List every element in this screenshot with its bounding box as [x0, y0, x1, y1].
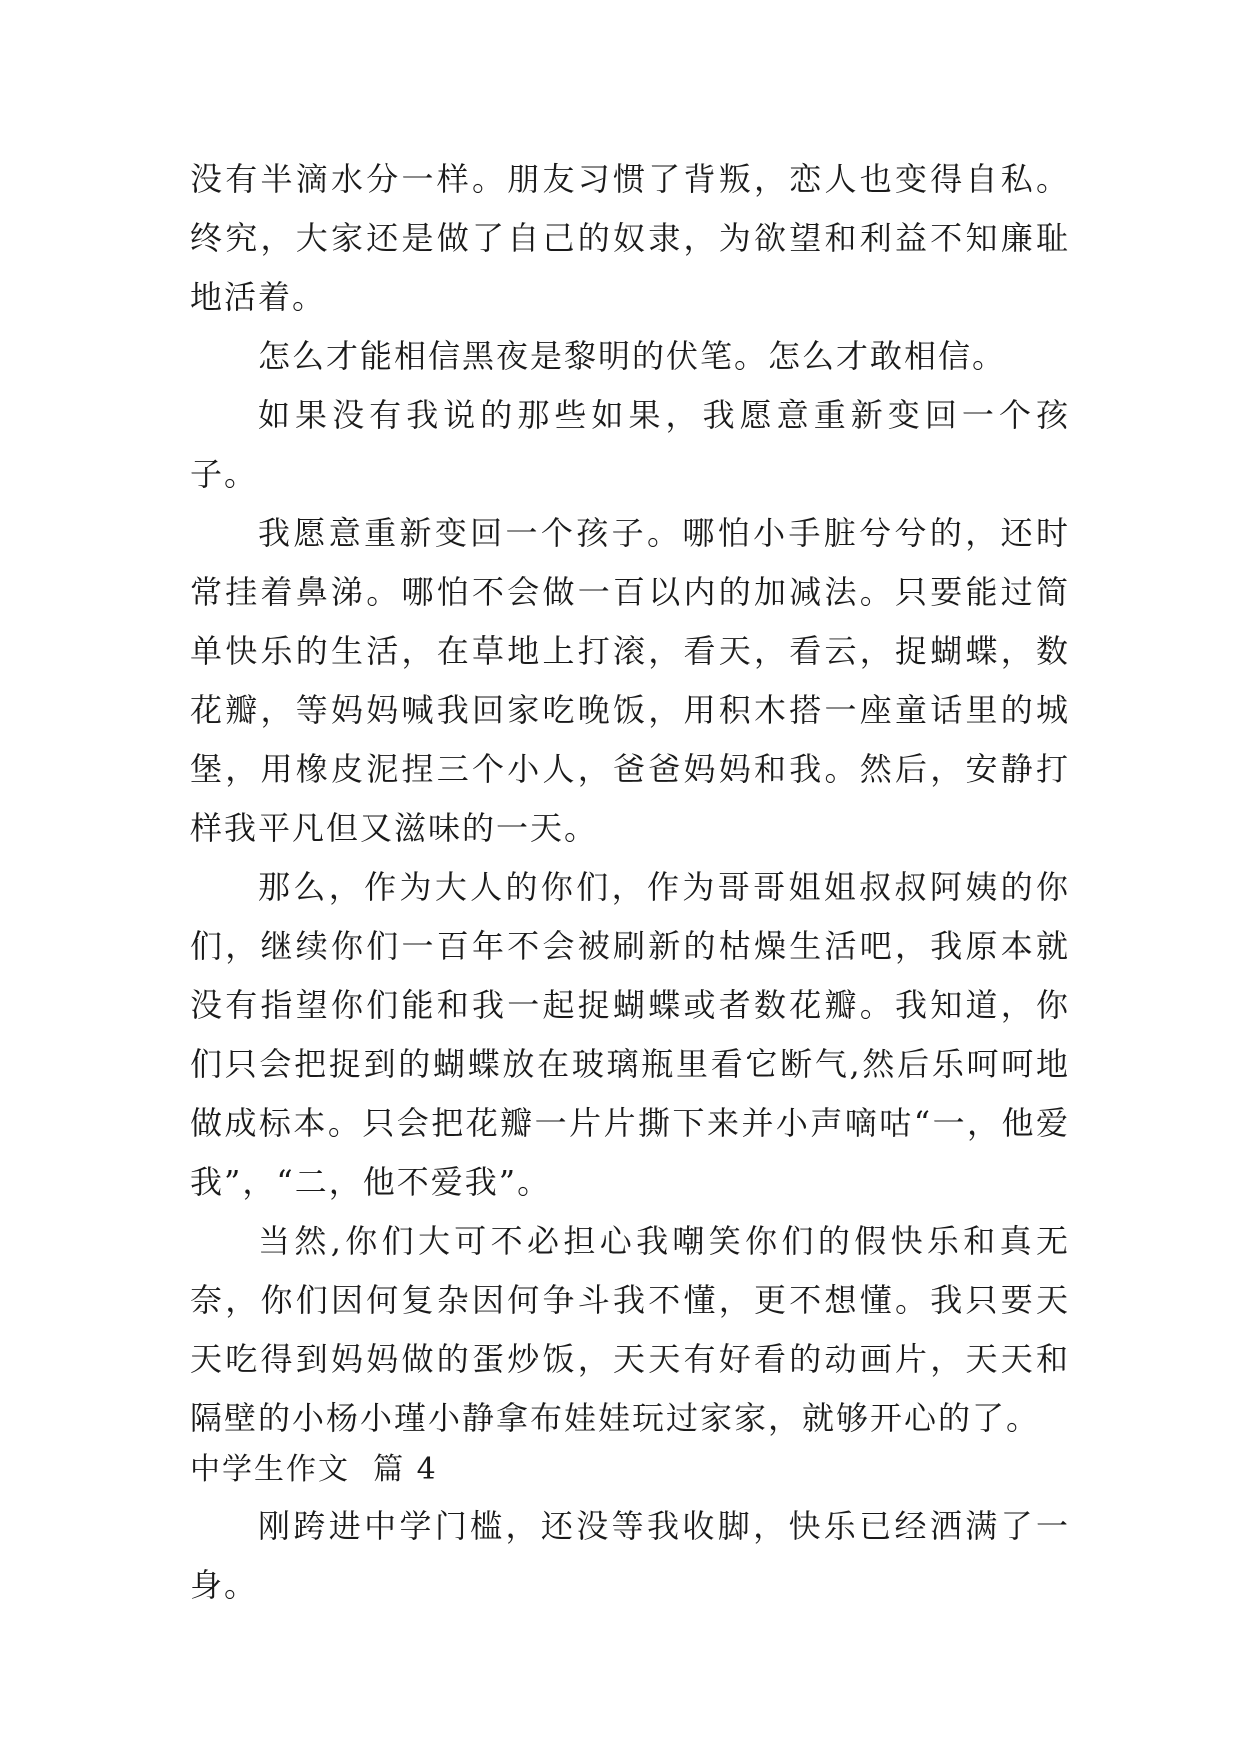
paragraph-1: 没有半滴水分一样。朋友习惯了背叛，恋人也变得自私。终究，大家还是做了自己的奴隶，为欲望和利益不知廉耻地活着。 — [190, 160, 1070, 316]
body-text-bottom — [190, 1497, 1070, 1615]
paragraph-7: 刚跨进中学门槛，还没等我收脚，快乐已经洒满了一身。 — [190, 1507, 1070, 1604]
paragraph-5: 那么，作为大人的你们，作为哥哥姐姐叔叔阿姨的你们，继续你们一百年不会被刷新的枯燥生活吧，我原本就没有指望你们能和我一起捉蝴蝶或者数花瓣。我知道，你们只会把捉到的蝴蝶放在玻璃瓶里看它断气,然后乐呵呵地做成标本。只会把花瓣一片片撕下来并小声嘀咕“一，他爱我”，“二，他不爱我”。 — [190, 868, 1070, 1201]
paragraph-2: 怎么才能相信黑夜是黎明的伏笔。怎么才敢相信。 — [258, 337, 1007, 375]
body-text-top — [190, 150, 1070, 1448]
paragraph-3: 如果没有我说的那些如果，我愿意重新变回一个孩子。 — [190, 396, 1070, 493]
paragraph-6: 当然,你们大可不必担心我嘲笑你们的假快乐和真无奈，你们因何复杂因何争斗我不懂，更不想懂。我只要天天吃得到妈妈做的蛋炒饭，天天有好看的动画片，天天和隔壁的小杨小瑾小静拿布娃娃玩过家家，就够开心的了。 — [190, 1222, 1070, 1437]
paragraph-4: 我愿意重新变回一个孩子。哪怕小手脏兮兮的，还时常挂着鼻涕。哪怕不会做一百以内的加减法。只要能过简单快乐的生活，在草地上打滚，看天，看云，捉蝴蝶，数花瓣，等妈妈喊我回家吃晚饭，用积木搭一座童话里的城堡，用橡皮泥捏三个小人，爸爸妈妈和我。然后，安静打样我平凡但又滋味的一天。 — [190, 514, 1070, 847]
section-heading: 中学生作文 篇 4 — [190, 1452, 438, 1487]
